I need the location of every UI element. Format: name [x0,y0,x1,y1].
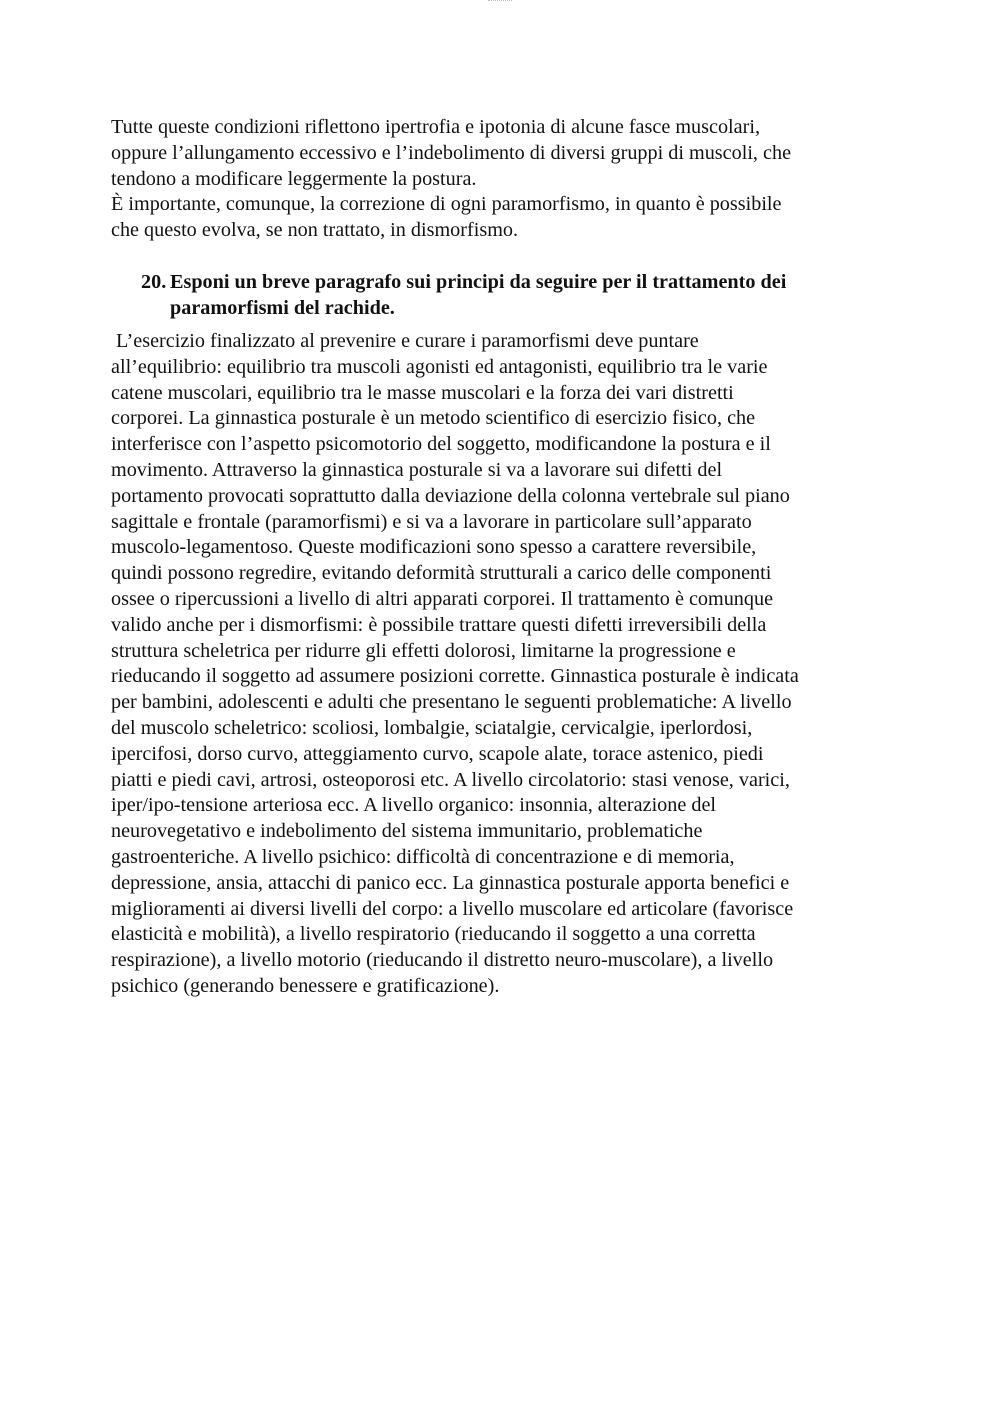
text-line: psichico (generando benessere e gratificazione). [111,974,500,997]
text-line: Tutte queste condizioni riflettono ipertrofia e ipotonia di alcune fasce muscolari, [111,116,760,138]
header-mark [488,0,512,3]
text-line: che questo evolva, se non trattato, in dismorfismo. [111,219,519,242]
text-line: corporei. La ginnastica posturale è un metodo scientifico di esercizio fisico, che [111,407,756,430]
page-content [111,115,891,1000]
text-line: per bambini, adolescenti e adulti che presentano le seguenti problematiche: A livello [111,691,792,714]
text-line: tendono a modificare leggermente la postura. [111,167,477,190]
text-line: gastroenteriche. A livello psichico: difficoltà di concentrazione e di memoria, [111,845,735,868]
text-line: portamento provocati soprattutto dalla deviazione della colonna vertebrale sul piano [111,484,790,507]
text-line: struttura scheletrica per ridurre gli effetti dolorosi, limitarne la progressione e [111,639,736,662]
question-heading [141,269,891,321]
text-line: sagittale e frontale (paramorfismi) e si va a lavorare in particolare sull’apparato [111,510,752,533]
text-line: È importante, comunque, la correzione di ogni paramorfismo, in quanto è possibile [111,193,782,216]
text-line: del muscolo scheletrico: scoliosi, lombalgie, sciatalgie, cervicalgie, iperlordosi, [111,716,753,739]
text-line: valido anche per i dismorfismi: è possibile trattare questi difetti irreversibili della [111,613,767,636]
text-line: elasticità e mobilità), a livello respiratorio (rieducando il soggetto a una corretta [111,923,756,946]
intro-paragraph [111,115,891,244]
text-line: all’equilibrio: equilibrio tra muscoli agonisti ed antagonisti, equilibrio tra le varie [111,355,768,378]
text-line: movimento. Attraverso la ginnastica posturale si va a lavorare sui difetti del [111,458,723,481]
text-line: rieducando il soggetto ad assumere posizioni corrette. Ginnastica posturale è indicata [111,665,799,688]
text-line: L’esercizio finalizzato al prevenire e curare i paramorfismi deve puntare [111,329,699,352]
text-line: muscolo-legamentoso. Queste modificazioni sono spesso a carattere reversibile, [111,536,757,559]
text-line: oppure l’allungamento eccessivo e l’indebolimento di diversi gruppi di muscoli, che [111,141,792,164]
text-line: interferisce con l’aspetto psicomotorio del soggetto, modificandone la postura e il [111,433,771,456]
text-line: ossee o ripercussioni a livello di altri apparati corporei. Il trattamento è comunque [111,587,774,610]
text-line: quindi possono regredire, evitando deformità strutturali a carico delle componenti [111,562,772,585]
heading-line: Esponi un breve paragrafo sui principi da seguire per il trattamento dei [170,270,787,293]
text-line: neurovegetativo e indebolimento del sistema immunitario, problematiche [111,820,703,843]
answer-paragraph [111,329,891,1000]
text-line: catene muscolari, equilibrio tra le masse muscolari e la forza dei vari distretti [111,381,734,404]
text-line: respirazione), a livello motorio (rieducando il distretto neuro-muscolare), a livello [111,949,774,972]
text-line: piatti e piedi cavi, artrosi, osteoporosi etc. A livello circolatorio: stasi venose, varici, [111,768,790,791]
heading-line: paramorfismi del rachide. [170,296,395,319]
question-number: 20. [141,270,167,293]
text-line: iper/ipo-tensione arteriosa ecc. A livello organico: insonnia, alterazione del [111,794,717,817]
text-line: miglioramenti ai diversi livelli del corpo: a livello muscolare ed articolare (favorisce [111,897,794,920]
text-line: depressione, ansia, attacchi di panico ecc. La ginnastica posturale apporta benefici e [111,871,790,894]
text-line: ipercifosi, dorso curvo, atteggiamento curvo, scapole alate, torace astenico, piedi [111,742,764,765]
question-text [170,269,891,321]
